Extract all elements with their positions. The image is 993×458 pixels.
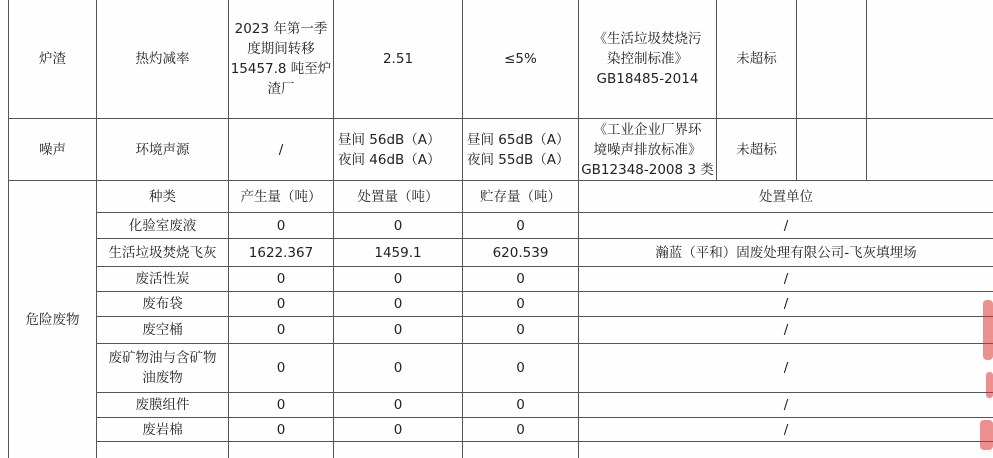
- header-disposed: 处置量（吨）: [357, 188, 439, 205]
- waste-stored: 0: [516, 296, 525, 312]
- slag-condition: 2023 年第一季 度期间转移 15457.8 吨至炉 渣厂: [230, 21, 332, 97]
- red-stamp-mark: [980, 420, 993, 450]
- waste-disposed: 0: [393, 296, 403, 312]
- noise-category: 噪声: [39, 141, 66, 158]
- waste-disposed: 0: [393, 217, 403, 234]
- waste-generated: 0: [276, 271, 286, 287]
- noise-condition: /: [278, 141, 284, 158]
- waste-stored: 0: [516, 271, 525, 287]
- header-type: 种类: [149, 188, 176, 205]
- waste-disposal-unit: /: [783, 421, 789, 438]
- slag-standard: 《生活垃圾焚烧污 染控制标准》 GB18485-2014: [593, 31, 702, 87]
- waste-type: 废膜组件: [135, 397, 190, 413]
- waste-stored: 0: [516, 421, 525, 438]
- red-stamp-mark: [983, 300, 993, 360]
- waste-generated: 0: [276, 322, 286, 338]
- waste-disposed: 0: [393, 397, 403, 413]
- waste-stored: 0: [516, 217, 525, 234]
- waste-disposal-unit: 瀚蓝（平和）固废处理有限公司-飞灰填埋场: [655, 244, 917, 261]
- slag-item: 热灼减率: [135, 51, 190, 67]
- waste-type: 化验室废液: [128, 217, 197, 234]
- waste-type: 废矿物油与含矿物 油废物: [108, 350, 217, 386]
- header-stored: 贮存量（吨）: [480, 188, 561, 205]
- header-disposal-unit: 处置单位: [759, 188, 813, 205]
- waste-disposed: 0: [393, 360, 403, 376]
- noise-value: 昼间 56dB（A） 夜间 46dB（A）: [338, 131, 441, 168]
- waste-generated: 0: [276, 296, 286, 312]
- waste-disposal-unit: /: [783, 360, 789, 376]
- waste-disposal-unit: /: [783, 271, 789, 287]
- waste-type: 废活性炭: [135, 271, 190, 287]
- noise-result: 未超标: [736, 141, 777, 158]
- waste-disposal-unit: /: [783, 322, 789, 338]
- waste-generated: 0: [276, 421, 286, 438]
- waste-disposed: 0: [393, 421, 403, 438]
- waste-disposed: 0: [393, 271, 403, 287]
- hazardous-category: 危险废物: [25, 311, 80, 328]
- noise-standard: 《工业企业厂界环 境噪声排放标准》 GB12348-2008 3 类: [581, 121, 714, 178]
- waste-disposal-unit: /: [783, 296, 789, 312]
- waste-generated: 1622.367: [248, 244, 314, 261]
- slag-category: 炉渣: [39, 51, 66, 67]
- waste-stored: 620.539: [492, 244, 549, 261]
- waste-generated: 0: [276, 397, 286, 413]
- waste-generated: 0: [276, 360, 286, 376]
- row-divider: [96, 441, 993, 442]
- slag-result: 未超标: [736, 51, 777, 67]
- waste-type: 废岩棉: [142, 421, 183, 438]
- col-divider: [866, 0, 867, 180]
- waste-generated: 0: [276, 217, 286, 234]
- waste-type: 废布袋: [142, 296, 183, 312]
- waste-disposed: 1459.1: [374, 244, 422, 261]
- slag-value: 2.51: [382, 51, 414, 67]
- slag-limit: ≤5%: [504, 51, 537, 67]
- waste-disposal-unit: /: [783, 217, 789, 234]
- waste-disposal-unit: /: [783, 397, 789, 413]
- waste-type: 生活垃圾焚烧飞灰: [108, 244, 217, 261]
- waste-stored: 0: [516, 397, 525, 413]
- red-stamp-mark: [986, 372, 993, 398]
- header-generated: 产生量（吨）: [240, 188, 322, 205]
- col-divider: [796, 0, 797, 180]
- waste-stored: 0: [516, 322, 525, 338]
- noise-item: 环境声源: [135, 141, 190, 158]
- noise-limit: 昼间 65dB（A） 夜间 55dB（A）: [467, 131, 570, 168]
- waste-type: 废空桶: [142, 322, 183, 338]
- waste-stored: 0: [516, 360, 525, 376]
- waste-disposed: 0: [393, 322, 403, 338]
